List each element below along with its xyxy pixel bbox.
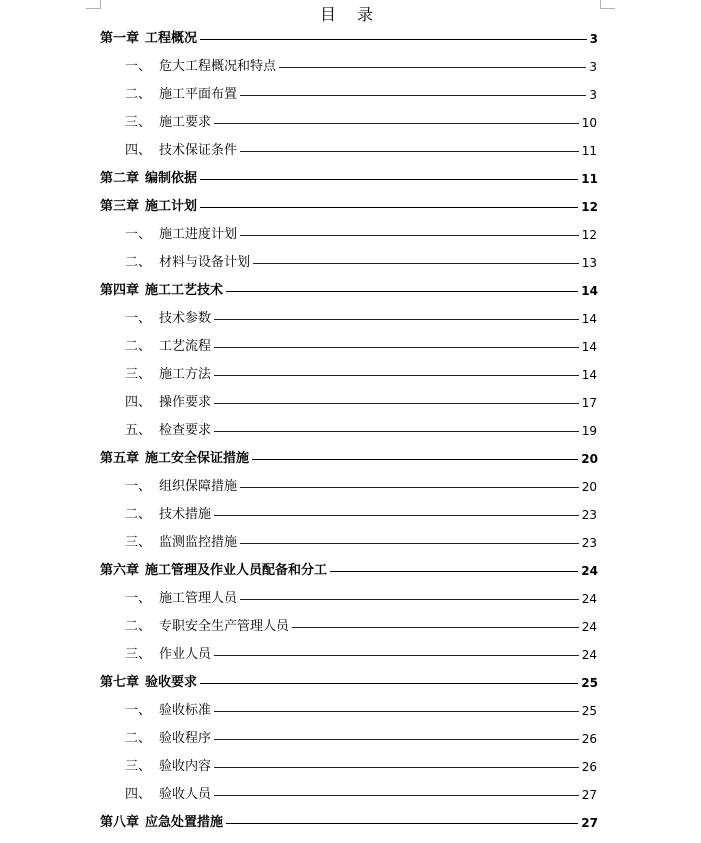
entry-page-number: 24 [579,589,597,609]
entry-label [125,589,240,609]
entry-text: 施工进度计划 [159,227,238,242]
entry-label [125,701,214,721]
entry-number: 二、 [125,87,152,102]
entry-text: 施工管理及作业人员配备和分工 [145,563,328,578]
toc-entry[interactable] [0,29,701,49]
entry-page-number: 24 [579,617,597,637]
entry-page-number: 3 [587,29,598,49]
entry-number: 一、 [125,59,152,74]
entry-page-number: 14 [579,365,597,385]
entry-label [125,477,240,497]
toc-entry[interactable] [0,393,701,413]
entry-page-number: 24 [579,645,597,665]
entry-page-number: 26 [579,757,597,777]
entry-label [125,393,214,413]
entry-label [125,729,214,749]
entry-number: 一、 [125,703,152,718]
entry-number: 一、 [125,227,152,242]
entry-text: 应急处置措施 [145,815,224,830]
entry-text: 材料与设备计划 [159,255,251,270]
entry-text: 施工计划 [145,199,198,214]
entry-label [100,813,226,833]
entry-number: 二、 [125,507,152,522]
toc-entry[interactable] [0,589,701,609]
entry-text: 组织保障措施 [159,479,238,494]
entry-label [125,141,240,161]
entry-text: 施工要求 [159,115,212,130]
entry-page-number: 23 [579,505,597,525]
entry-page-number: 26 [579,729,597,749]
entry-label [125,113,214,133]
entry-page-number: 17 [579,393,597,413]
entry-page-number: 13 [579,253,597,273]
toc-entry[interactable] [0,449,701,469]
toc-entry[interactable] [0,365,701,385]
entry-label [125,421,214,441]
entry-number: 三、 [125,367,152,382]
toc-entry[interactable] [0,281,701,301]
entry-label [125,253,253,273]
entry-number: 第六章 [100,563,140,578]
entry-text: 施工安全保证措施 [145,451,250,466]
toc-entry[interactable] [0,113,701,133]
toc-entry[interactable] [0,421,701,441]
entry-text: 技术保证条件 [159,143,238,158]
entry-text: 检查要求 [159,423,212,438]
entry-number: 四、 [125,787,152,802]
entry-page-number: 12 [578,197,598,217]
entry-number: 三、 [125,647,152,662]
entry-number: 一、 [125,311,152,326]
toc-entry[interactable] [0,701,701,721]
toc-title: 目 录 [319,5,382,24]
toc-entry[interactable] [0,225,701,245]
entry-page-number: 10 [579,113,597,133]
toc-entry[interactable] [0,757,701,777]
entry-page-number: 25 [579,701,597,721]
entry-page-number: 20 [578,449,598,469]
entry-label [125,337,214,357]
entry-number: 三、 [125,759,152,774]
toc-entry[interactable] [0,561,701,581]
entry-page-number: 14 [579,337,597,357]
entry-text: 施工工艺技术 [145,283,224,298]
entry-text: 作业人员 [159,647,212,662]
toc-entry[interactable] [0,309,701,329]
entry-number: 三、 [125,535,152,550]
entry-text: 专职安全生产管理人员 [159,619,290,634]
entry-number: 一、 [125,479,152,494]
toc-entry[interactable] [0,673,701,693]
toc-entry[interactable] [0,645,701,665]
entry-number: 五、 [125,423,152,438]
entry-label [125,757,214,777]
entry-text: 编制依据 [145,171,198,186]
entry-label [100,561,330,581]
entry-page-number: 3 [586,57,597,77]
entry-label [100,449,252,469]
toc-entry[interactable] [0,197,701,217]
entry-number: 第四章 [100,283,140,298]
entry-number: 第八章 [100,815,140,830]
entry-number: 二、 [125,731,152,746]
entry-number: 第五章 [100,451,140,466]
entry-text: 工艺流程 [159,339,212,354]
toc-entry[interactable] [0,533,701,553]
entry-label [125,533,240,553]
entry-page-number: 25 [578,673,598,693]
entry-text: 危大工程概况和特点 [159,59,277,74]
entry-label [125,85,240,105]
entry-label [100,169,200,189]
entry-text: 工程概况 [145,31,198,46]
entry-page-number: 11 [578,169,598,189]
toc-entry[interactable] [0,85,701,105]
entry-label [100,281,226,301]
entry-number: 四、 [125,395,152,410]
entry-page-number: 23 [579,533,597,553]
entry-text: 验收人员 [159,787,212,802]
entry-text: 施工平面布置 [159,87,238,102]
entry-page-number: 3 [586,85,597,105]
toc-entry[interactable] [0,253,701,273]
entry-page-number: 19 [579,421,597,441]
toc-entry[interactable] [0,169,701,189]
entry-page-number: 20 [579,477,597,497]
toc-entry[interactable] [0,729,701,749]
entry-label [100,673,200,693]
entry-number: 一、 [125,591,152,606]
entry-text: 验收内容 [159,759,212,774]
entry-text: 操作要求 [159,395,212,410]
toc-entry[interactable] [0,617,701,637]
entry-text: 监测监控措施 [159,535,238,550]
entry-label [125,57,279,77]
entry-label [125,505,214,525]
entry-page-number: 11 [579,141,597,161]
entry-label [125,785,214,805]
toc-entry[interactable] [0,141,701,161]
entry-label [100,197,200,217]
entry-text: 施工管理人员 [159,591,238,606]
entry-page-number: 14 [578,281,598,301]
entry-page-number: 27 [578,813,598,833]
entry-text: 验收程序 [159,731,212,746]
entry-page-number: 12 [579,225,597,245]
entry-label [125,645,214,665]
entry-number: 四、 [125,143,152,158]
entry-page-number: 27 [579,785,597,805]
toc-entry[interactable] [0,337,701,357]
toc-entry[interactable] [0,813,701,833]
entry-number: 二、 [125,339,152,354]
entry-number: 第一章 [100,31,140,46]
entry-label [100,29,200,49]
entry-label [125,225,240,245]
entry-number: 二、 [125,255,152,270]
entry-number: 第七章 [100,675,140,690]
entry-text: 技术措施 [159,507,212,522]
toc-entry[interactable] [0,57,701,77]
entry-label [125,309,214,329]
toc-entry[interactable] [0,505,701,525]
entry-text: 验收要求 [145,675,198,690]
entry-text: 技术参数 [159,311,212,326]
entry-label [125,617,292,637]
entry-number: 第二章 [100,171,140,186]
entry-text: 施工方法 [159,367,212,382]
entry-label [125,365,214,385]
entry-page-number: 24 [578,561,598,581]
toc-entry[interactable] [0,785,701,805]
entry-number: 第三章 [100,199,140,214]
entry-number: 二、 [125,619,152,634]
entry-text: 验收标准 [159,703,212,718]
entry-page-number: 14 [579,309,597,329]
entry-number: 三、 [125,115,152,130]
toc-entry[interactable] [0,477,701,497]
